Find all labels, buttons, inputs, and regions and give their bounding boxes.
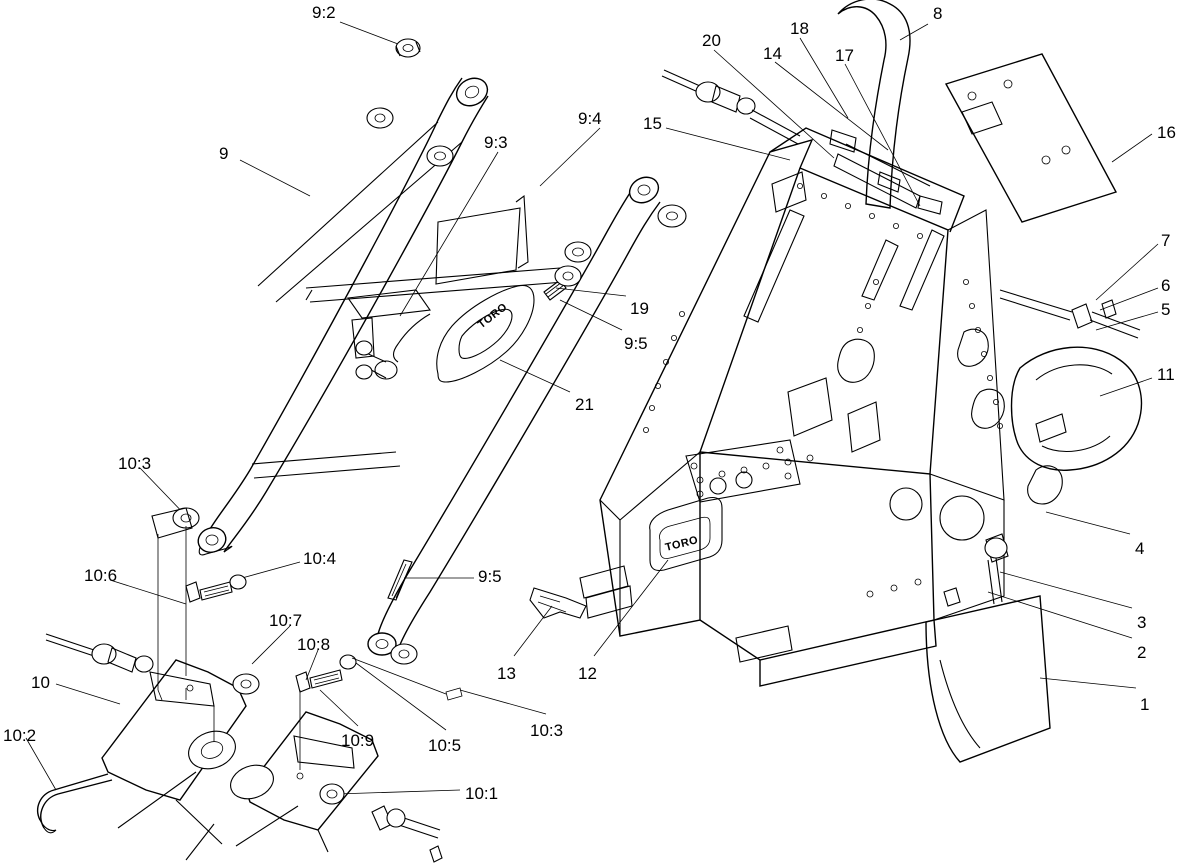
callout-9-4: 9:4 bbox=[578, 109, 602, 128]
callout-14: 14 bbox=[763, 44, 782, 63]
callout-16: 16 bbox=[1157, 123, 1176, 142]
callout-10-6: 10:6 bbox=[84, 566, 118, 585]
brand-decal-lower: TORO bbox=[664, 534, 700, 554]
callout-10-4: 10:4 bbox=[303, 549, 337, 568]
callout-10-3-b: 10:3 bbox=[530, 721, 564, 740]
callout-6: 6 bbox=[1161, 276, 1171, 295]
callout-10-7: 10:7 bbox=[269, 611, 303, 630]
callout-18: 18 bbox=[790, 19, 809, 38]
callout-9-5-b: 9:5 bbox=[478, 567, 502, 586]
callout-9-5-a: 9:5 bbox=[624, 334, 648, 353]
callout-10: 10 bbox=[31, 673, 50, 692]
callout-10-2: 10:2 bbox=[3, 726, 37, 745]
callout-17: 17 bbox=[835, 46, 854, 65]
callout-2: 2 bbox=[1137, 643, 1147, 662]
callout-4: 4 bbox=[1135, 539, 1145, 558]
callout-12: 12 bbox=[578, 664, 597, 683]
callout-13: 13 bbox=[497, 664, 516, 683]
callout-10-3-a: 10:3 bbox=[118, 454, 152, 473]
callout-10-8: 10:8 bbox=[297, 635, 331, 654]
callout-3: 3 bbox=[1137, 613, 1147, 632]
callout-21: 21 bbox=[575, 395, 594, 414]
callout-8: 8 bbox=[933, 4, 943, 23]
linkage-assembly bbox=[38, 508, 462, 862]
callout-15: 15 bbox=[643, 114, 662, 133]
callout-9: 9 bbox=[219, 144, 229, 163]
callout-10-5: 10:5 bbox=[428, 736, 462, 755]
callout-20: 20 bbox=[702, 31, 721, 50]
callout-9-2: 9:2 bbox=[312, 3, 336, 22]
callout-10-1: 10:1 bbox=[465, 784, 499, 803]
callout-1: 1 bbox=[1140, 695, 1150, 714]
callout-5: 5 bbox=[1161, 300, 1171, 319]
main-frame-assembly bbox=[530, 0, 1141, 762]
callout-11: 11 bbox=[1157, 365, 1175, 384]
brand-decal-upper: TORO bbox=[475, 300, 510, 332]
callout-9-3: 9:3 bbox=[484, 133, 508, 152]
callout-7: 7 bbox=[1161, 231, 1171, 250]
callout-19: 19 bbox=[630, 299, 649, 318]
callout-10-9: 10:9 bbox=[341, 731, 375, 750]
